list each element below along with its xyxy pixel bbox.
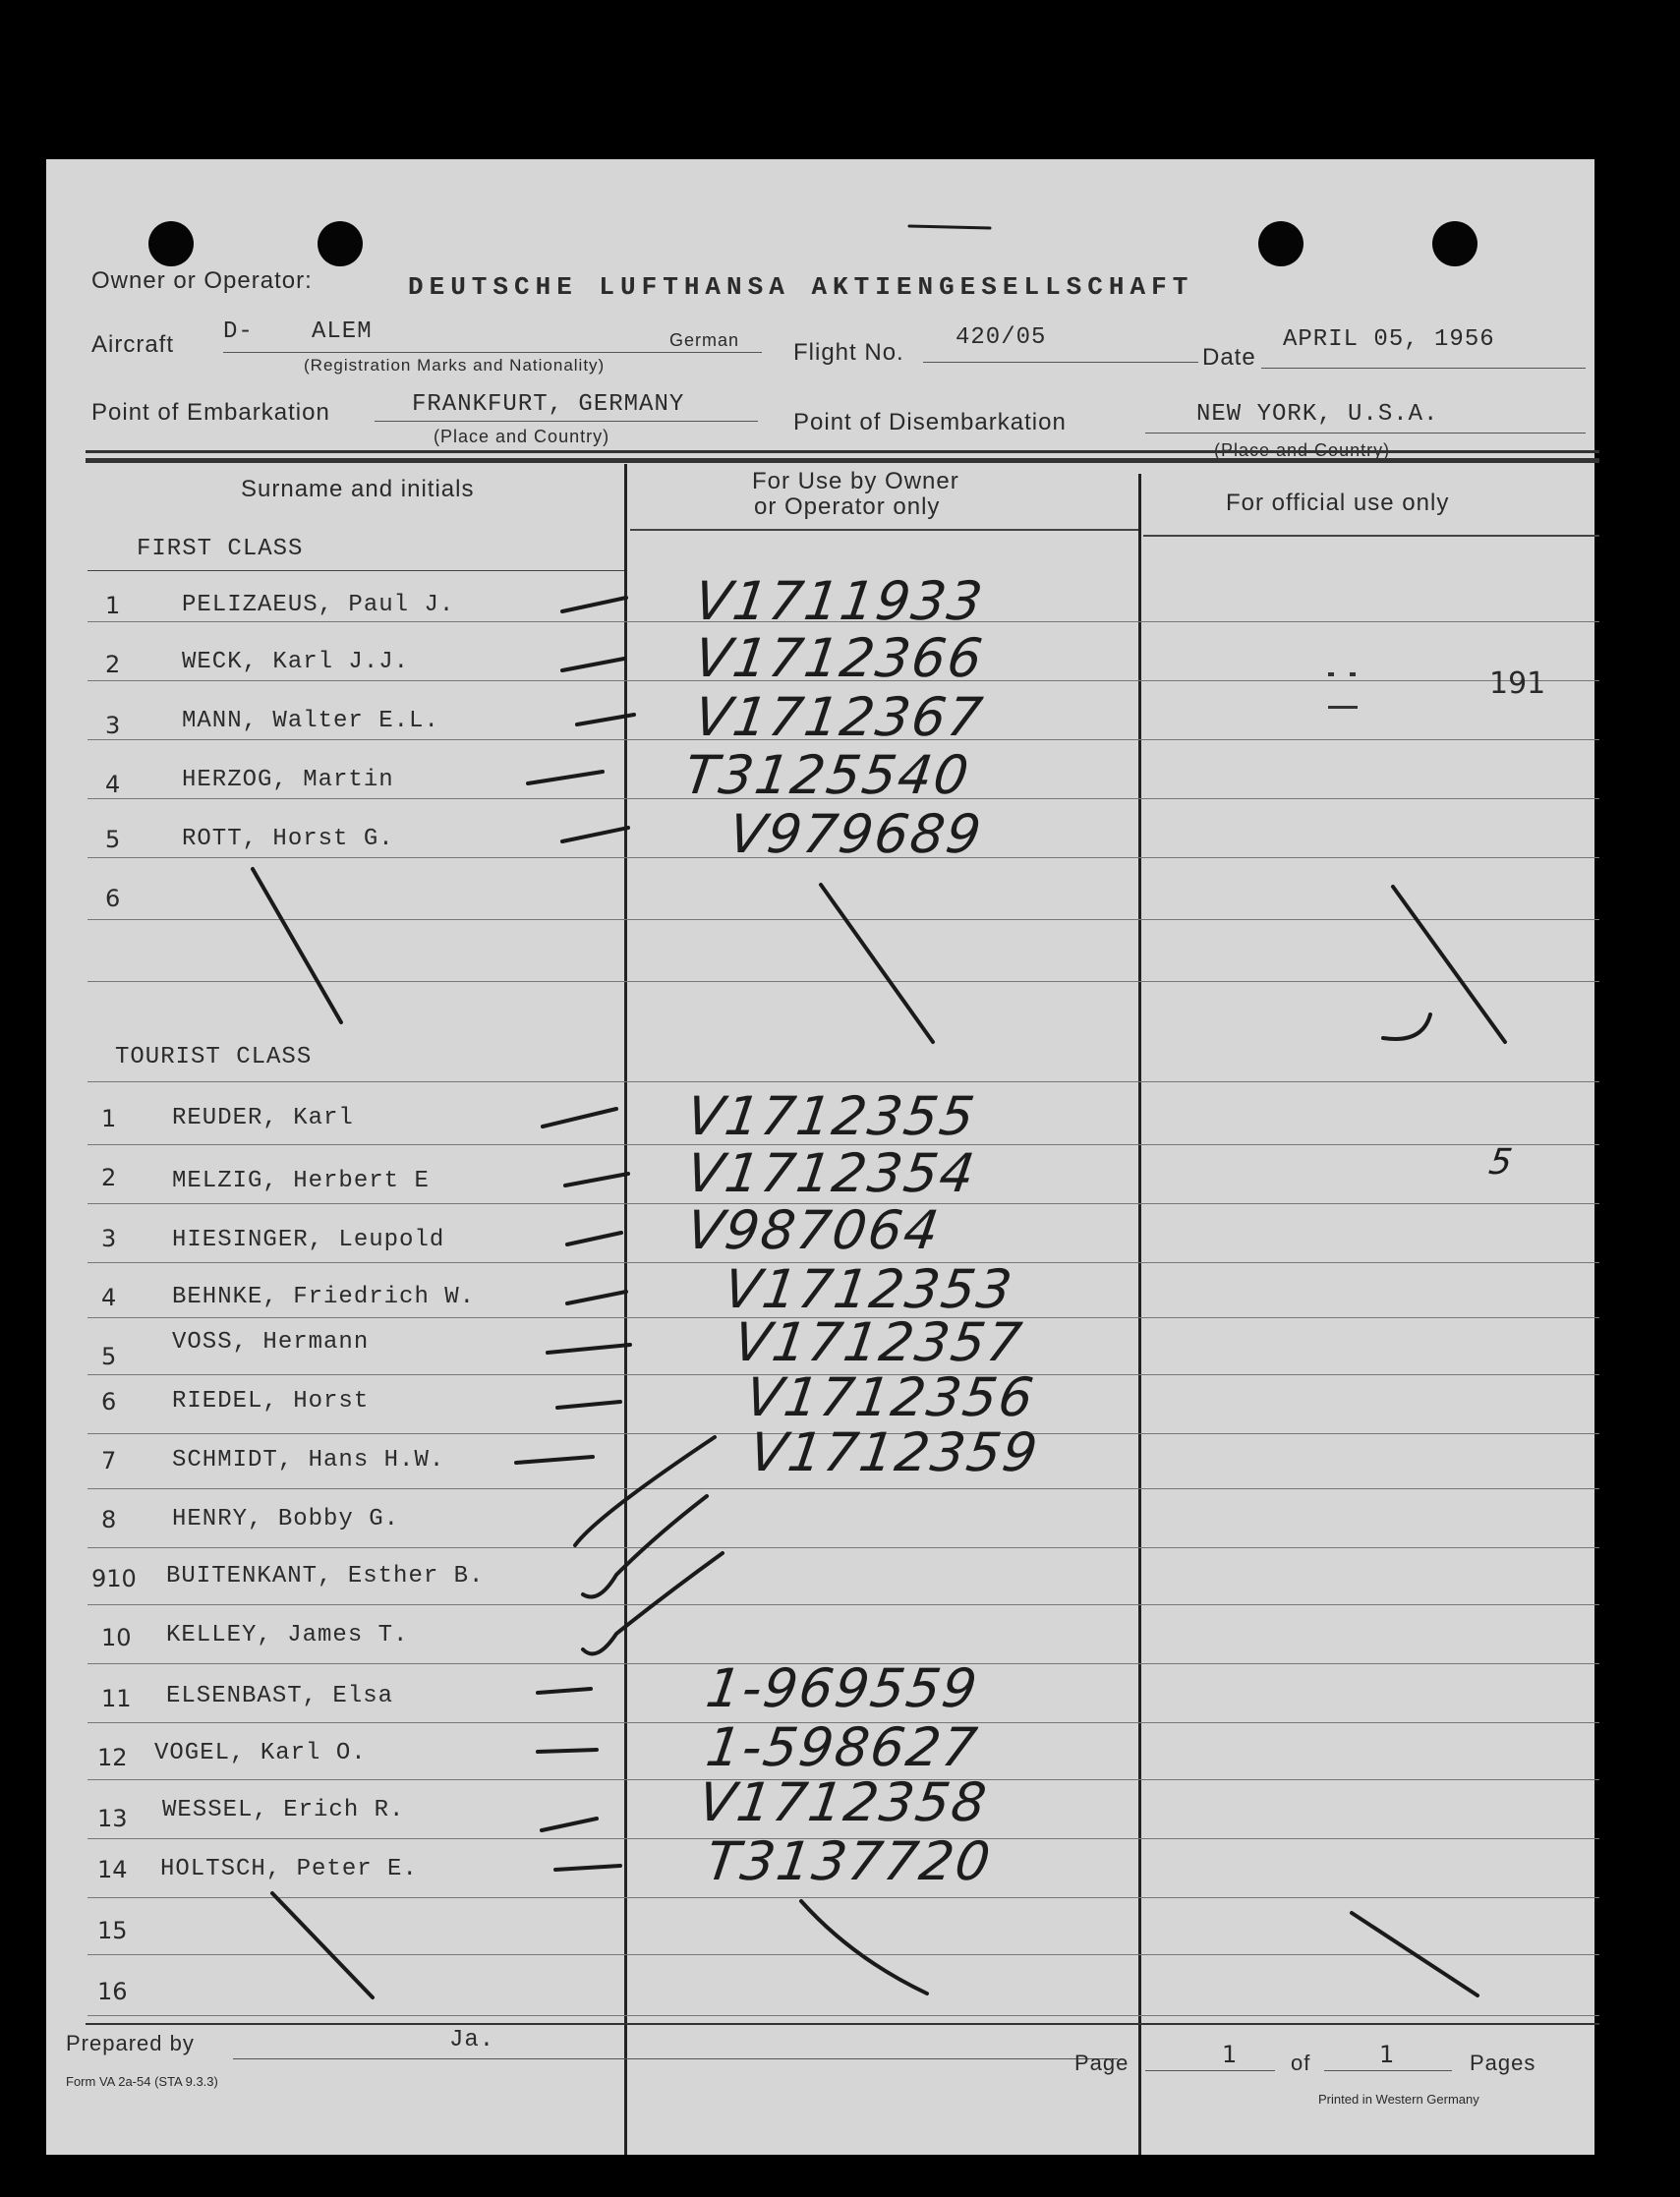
passenger-name: VOSS, Hermann	[172, 1329, 370, 1356]
first-class-heading: FIRST CLASS	[137, 536, 304, 562]
passenger-name: PELIZAEUS, Paul J.	[182, 592, 455, 618]
date-value: APRIL 05, 1956	[1283, 326, 1495, 353]
date-label: Date	[1202, 344, 1256, 371]
row-number: 15	[97, 1917, 128, 1944]
passenger-name: ELSENBAST, Elsa	[166, 1683, 394, 1709]
row-number: 6	[105, 885, 121, 912]
row-number: 12	[97, 1744, 128, 1771]
of-label: of	[1291, 2051, 1311, 2075]
row-number: 4	[105, 771, 121, 798]
document-number: V1711933	[690, 570, 988, 632]
embarkation-value: FRANKFURT, GERMANY	[412, 391, 685, 418]
prepared-by-label: Prepared by	[66, 2031, 195, 2055]
row-number: 10	[101, 1624, 132, 1651]
passenger-name: BUITENKANT, Esther B.	[166, 1563, 485, 1590]
embarkation-caption: (Place and Country)	[434, 427, 610, 446]
handwritten-marks	[46, 159, 1594, 2155]
row-number: 1	[105, 592, 121, 619]
row-number: 5	[105, 826, 121, 853]
row-number: 16	[97, 1978, 128, 2005]
disembarkation-value: NEW YORK, U.S.A.	[1196, 401, 1439, 428]
document-number: V1712354	[682, 1142, 980, 1204]
row-number: 7	[101, 1447, 117, 1474]
aircraft-prefix: D-	[223, 318, 254, 345]
row-number: 6	[101, 1388, 117, 1416]
document-number: T3137720	[702, 1830, 996, 1892]
row-number: 910	[91, 1565, 137, 1592]
document-number: V1712356	[741, 1366, 1039, 1428]
column-header-official: For official use only	[1226, 490, 1450, 516]
passenger-name: ROTT, Horst G.	[182, 826, 394, 852]
document-number: 1-969559	[702, 1657, 983, 1719]
passenger-name: SCHMIDT, Hans H.W.	[172, 1447, 445, 1474]
official-note: 5	[1486, 1142, 1517, 1183]
document-number: V1712355	[682, 1085, 980, 1147]
column-header-owner-1: For Use by Owner	[752, 468, 959, 494]
document-number: V1712359	[745, 1421, 1043, 1483]
flight-number: 420/05	[956, 324, 1047, 351]
form-id: Form VA 2a-54 (STA 9.3.3)	[66, 2074, 218, 2089]
passenger-name: BEHNKE, Friedrich W.	[172, 1284, 476, 1310]
row-number: 14	[97, 1856, 128, 1883]
aircraft-registration: ALEM	[312, 318, 373, 345]
passenger-name: HENRY, Bobby G.	[172, 1506, 400, 1532]
document-number: T3125540	[680, 744, 974, 806]
row-number: 11	[101, 1685, 132, 1712]
passenger-name: KELLEY, James T.	[166, 1622, 409, 1648]
passenger-name: WECK, Karl J.J.	[182, 649, 410, 675]
passenger-name: WESSEL, Erich R.	[162, 1797, 405, 1823]
column-header-surname: Surname and initials	[241, 476, 475, 502]
document-number: V1712353	[720, 1258, 1017, 1320]
pages-label: Pages	[1470, 2051, 1536, 2075]
document-number: V1712366	[690, 627, 988, 689]
document-number: V1712367	[690, 686, 988, 748]
aircraft-nationality: German	[669, 330, 740, 350]
passenger-name: HERZOG, Martin	[182, 767, 394, 793]
document-number: V1712357	[729, 1311, 1027, 1373]
passenger-name: HIESINGER, Leupold	[172, 1227, 445, 1253]
document-number: 1-598627	[702, 1716, 983, 1778]
prepared-by-value: Ja.	[449, 2027, 495, 2053]
row-number: 2	[101, 1164, 117, 1191]
tourist-class-heading: TOURIST CLASS	[115, 1044, 313, 1070]
flight-label: Flight No.	[793, 339, 904, 366]
passenger-name: VOGEL, Karl O.	[154, 1740, 367, 1766]
row-number: 3	[101, 1225, 117, 1252]
row-number: 4	[101, 1284, 117, 1311]
column-header-owner-2: or Operator only	[754, 493, 941, 520]
row-number: 2	[105, 651, 121, 678]
page-label: Page	[1074, 2051, 1130, 2075]
manifest-sheet	[46, 159, 1594, 2155]
row-number: 8	[101, 1506, 117, 1533]
owner-label: Owner or Operator:	[91, 267, 313, 294]
row-number: 1	[101, 1105, 117, 1132]
passenger-name: MELZIG, Herbert E	[172, 1168, 430, 1194]
of-value: 1	[1379, 2041, 1395, 2068]
embarkation-label: Point of Embarkation	[91, 399, 330, 426]
row-number: 5	[101, 1343, 117, 1370]
page-value: 1	[1222, 2041, 1238, 2068]
passenger-name: RIEDEL, Horst	[172, 1388, 370, 1415]
official-note: 191	[1489, 666, 1546, 701]
aircraft-caption: (Registration Marks and Nationality)	[304, 356, 606, 375]
row-number: 3	[105, 712, 121, 739]
document-number: V987064	[682, 1199, 945, 1261]
passenger-name: REUDER, Karl	[172, 1105, 354, 1131]
aircraft-label: Aircraft	[91, 331, 175, 358]
disembarkation-label: Point of Disembarkation	[793, 409, 1067, 435]
row-number: 13	[97, 1805, 128, 1832]
printed-in: Printed in Western Germany	[1318, 2092, 1479, 2107]
owner-value: DEUTSCHE LUFTHANSA AKTIENGESELLSCHAFT	[408, 272, 1194, 302]
passenger-name: HOLTSCH, Peter E.	[160, 1856, 418, 1882]
passenger-name: MANN, Walter E.L.	[182, 708, 439, 734]
document-number: V979689	[724, 803, 987, 865]
document-number: V1712358	[694, 1771, 992, 1833]
